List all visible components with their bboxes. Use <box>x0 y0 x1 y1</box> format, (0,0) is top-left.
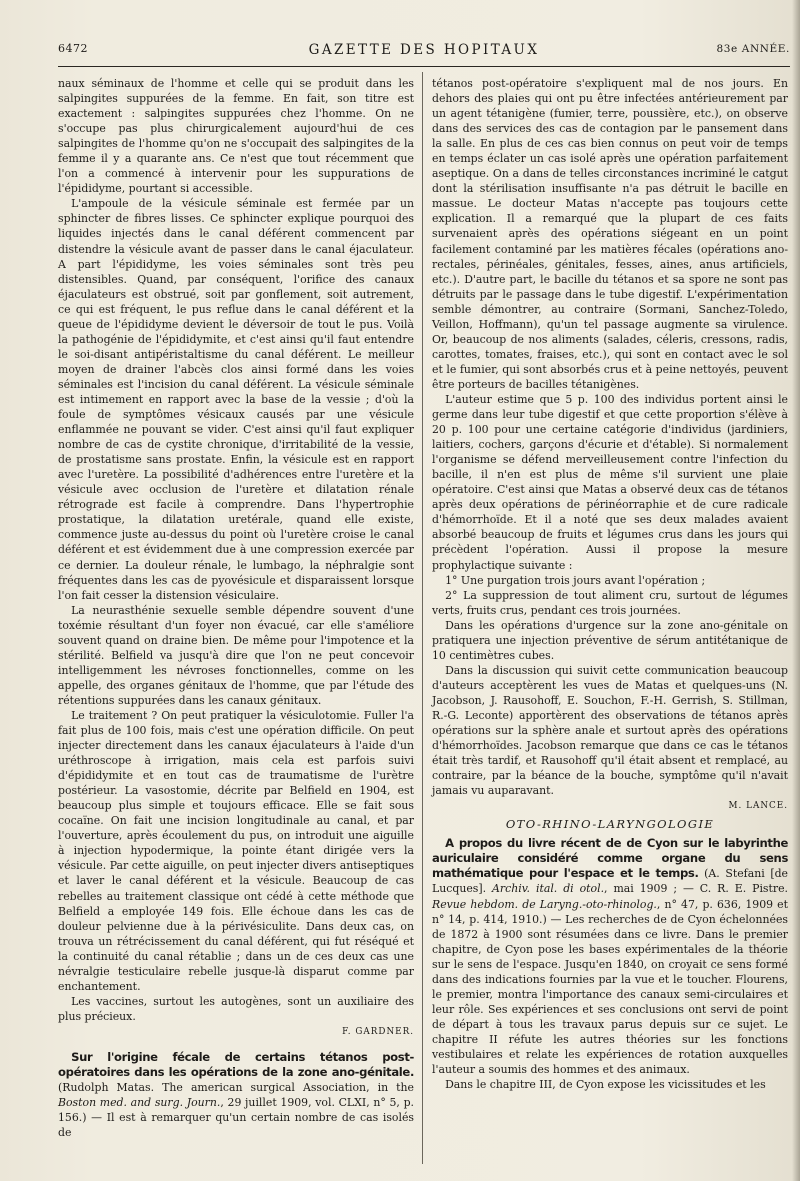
page-edge-shadow <box>792 0 800 1181</box>
paragraph: — Les recherches de de Cyon échelonnées de 1872 à 1900 sont résumées dans ce livre. Dans le premier chapitre, de Cyon pose les bases expérimentales de la théorie sur le sens de l'espace. Jusqu'en 1840, on croyait ce sens formé dans des indications fournies par la vue et le toucher. Flourens, le premier, montra l'importance des canaux semi-circulaires et leur rôle. Ses expériences et ses conclusions ont servi de point de départ à tous les travaux parus depuis sur ce sujet. Le chapitre II réfute les autres théories sur les fonctions vestibulaires et relate les expériences de rotation auxquelles l'auteur a soumis des hommes et des animaux. <box>432 912 788 1077</box>
left-column <box>58 76 414 1140</box>
paragraph: La neurasthénie sexuelle semble dépendre souvent d'une toxémie résultant d'un foyer non évacué, car elle s'améliore souvent quand on draine bien. De même pour l'impotence et la stérilité. Belfield va jusqu'à dire que l'on ne peut concevoir intelligemment les névroses fonctionnelles, comme on les appelle, des organes génitaux de l'homme, que par l'étude des rétentions suppurées dans les canaux génitaux. <box>58 603 414 707</box>
right-column <box>432 76 788 1092</box>
page-header <box>58 38 790 64</box>
author-signature: M. LANCE. <box>728 801 788 812</box>
paragraph: — Il est à remarquer qu'un certain nombre de cas isolés de <box>58 1111 414 1140</box>
article-abstract <box>58 1050 414 1140</box>
year-label: 83e ANNÉE. <box>716 43 790 55</box>
paragraph: L'ampoule de la vésicule séminale est fermée par un sphincter de fibres lisses. Ce sphincter explique pourquoi des liquides injectés dans le canal déférent commencent par distendre la vésicule avant de passer dans le canal éjaculateur. A part l'épididyme, les voies séminales sont très peu distensibles. Quand, par conséquent, l'orifice des canaux éjaculateurs est obstrué, soit par gonflement, soit autrement, ce qui est fréquent, le pus reflue dans le canal déférent et la queue de l'épididyme devient le déversoir de tout le pus. Voilà la pathogénie de l'épididymite, et c'est ainsi qu'il faut entendre le soi-disant antipéristaltisme du canal déférent. Le meilleur moyen de drainer l'abcès clos ainsi formé dans les voies séminales est l'incision du canal déférent. La vésicule séminale est intimement en rapport avec la base de la vessie ; d'où la foule de symptômes vésicaux causés par une vésicule enflammée ne pouvant se vider. C'est ainsi qu'il faut expliquer nombre de cas de cystite chronique, d'irritabilité de la vessie, de prostatisme sans prostate. Enfin, la vésicule est en rapport avec l'uretère. La possibilité d'adhérences entre l'uretère et la vésicule avec occlusion de l'uretère et dilatation rénale rétrograde est facile à comprendre. Dans l'hypertrophie prostatique, la dilatation uretérale, quand elle existe, commence juste au-dessus du point où l'uretère croise le canal déférent et est évidemment due à une compression exercée par ce dernier. La douleur rénale, le lumbago, la néphralgie sont fréquentes dans les cas de pyovésicule et disparaissent lorsque l'on fait cesser la distension vésiculaire. <box>58 197 414 602</box>
author-signature: F. GARDNER. <box>342 1026 414 1037</box>
article-title: Sur l'origine fécale de certains tétanos post-opératoires dans les opérations de la zone ano-génitale. <box>58 1050 414 1080</box>
journal-name: Archiv. ital. di otol. <box>492 882 605 896</box>
paragraph: L'auteur estime que 5 p. 100 des individus portent ainsi le germe dans leur tube digestif et que cette proportion s'élève à 20 p. 100 pour une certaine catégorie d'individus (jardiniers, laitiers, cochers, garçons d'écurie et d'étable). Si normalement l'organisme se défend merveilleusement contre l'infection du bacille, il n'en est plus de même s'il survient une plaie opératoire. C'est ainsi que Matas a observé deux cas de tétanos après deux opérations de périnéorraphie et de cure radicale d'hémorrhoïde. Et il a noté que ses deux malades avaient absorbé beaucoup de fruits et légumes crus dans les jours qui précèdent l'opération. Aussi il propose la mesure prophylactique suivante : <box>432 392 788 572</box>
article-reference: (A. Stefani [de Lucques]. <box>432 867 788 896</box>
paragraph: Dans les opérations d'urgence sur la zone ano-génitale on pratiquera une injection préventive de sérum antitétanique de 10 centimètres cubes. <box>432 618 788 662</box>
article-reference: (Rudolph Matas. <box>58 1081 155 1095</box>
page-number: 6472 <box>58 42 88 55</box>
article-title: A propos du livre récent de de Cyon sur le labyrinthe auriculaire considéré comme organe du sens mathématique pour l'espace et le temps. <box>432 836 788 881</box>
article-reference: , 29 juillet 1909, vol. CLXI, n° 5, p. 156.) <box>58 1096 414 1125</box>
article-reference: , mai 1909 ; — C. R. E. Pistre. <box>604 882 789 896</box>
article-reference: The american surgical Association, in the <box>162 1081 414 1095</box>
header-rule <box>58 66 790 67</box>
journal-title: GAZETTE DES HOPITAUX <box>308 42 540 58</box>
paragraph: Dans la discussion qui suivit cette communication beaucoup d'auteurs acceptèrent les vues de Matas et quelques-uns (N. Jacobson, J. Rausohoff, E. Souchon, F.-H. Gerrish, S. Stillman, R.-G. Leconte) apportèrent des observations de tétanos après opérations sur la sphère anale et surtout après des opérations d'hémorrhoïdes. Jacobson remarque que dans ce cas le tétanos était très tardif, et Rausohoff qu'il était absent et remplacé, au contraire, par la béance de la bouche, symptôme qu'il n'avait jamais vu auparavant. <box>432 663 788 798</box>
journal-name: Boston med. and surg. Journ. <box>58 1096 221 1110</box>
paragraph: tétanos post-opératoire s'expliquent mal de nos jours. En dehors des plaies qui ont pu être infectées antérieurement par un agent tétanigène (fumier, terre, poussière, etc.), on observe dans des services des cas de contagion par le pansement dans la salle. En plus de ces cas bien connus on peut voir de temps en temps éclater un cas isolé après une opération parfaitement aseptique. On a dans de telles circonstances incriminé le catgut dont la stérilisation insuffisante n'a pas détruit le bacille en massue. Le docteur Matas n'accepte pas toujours cette explication. Il a remarqué que la plupart de ces faits survenaient après des opérations siégeant en un point facilement contaminé par les matières fécales (opérations ano-rectales, périnéales, génitales, fesses, aines, anus artificiels, etc.). D'autre part, le bacille du tétanos et sa spore ne sont pas détruits par le passage dans le tube digestif. L'expérimentation semble démontrer, au contraire (Sormani, Sanchez-Toledo, Veillon, Hoffmann), qu'un tel passage augmente sa virulence. Or, beaucoup de nos aliments (salades, céleris, cressons, radis, carottes, tomates, fraises, etc.), qui sont en contact avec le sol et le fumier, qui sont absorbés crus et à peine nettoyés, peuvent être porteurs de bacilles tétanigènes. <box>432 77 788 391</box>
article-abstract <box>432 836 788 1077</box>
paragraph: Les vaccines, surtout les autogènes, sont un auxiliaire des plus précieux. <box>58 994 414 1023</box>
spacer <box>58 1042 414 1050</box>
article-reference: , n° 47, p. 636, 1909 et n° 14, p. 414, 1910.) <box>432 897 789 926</box>
list-item: 2° La suppression de tout aliment cru, surtout de légumes verts, fruits crus, pendant ces trois journées. <box>432 588 788 617</box>
paragraph: Dans le chapitre III, de Cyon expose les vicissitudes et les <box>445 1078 766 1092</box>
section-heading: OTO-RHINO-LARYNGOLOGIE <box>505 817 715 832</box>
paragraph: Le traitement ? On peut pratiquer la vésiculotomie. Fuller l'a fait plus de 100 fois, mais c'est une opération difficile. On peut injecter directement dans les canaux éjaculateurs à l'aide d'un uréthroscope à irrigation, mais cela est parfois suivi d'épididymite et en tout cas de traumatisme de l'urètre postérieur. La vasostomie, décrite par Belfield en 1904, est beaucoup plus simple et toujours efficace. Elle se fait sous cocaïne. On fait une incision longitudinale au canal, et par l'ouverture, après écoulement du pus, on introduit une aiguille à injection hypodermique, la pointe étant dirigée vers la vésicule. Par cette aiguille, on peut injecter divers antiseptiques et laver le canal déférent et la vésicule. Beaucoup de cas rebelles au traitement classique ont cédé à cette méthode que Belfield a employée 149 fois. Elle échoue dans les cas de douleur pelvienne due à la périvésiculite. Dans deux cas, on trouva un rétrécissement du canal déférent, qui fut réséqué et la continuité du canal rétablie ; dans un de ces deux cas une névralgie testiculaire rebelle jusque-là disparut comme par enchantement. <box>58 708 414 993</box>
list-item: 1° Une purgation trois jours avant l'opération ; <box>445 573 706 587</box>
journal-name: Revue hebdom. de Laryng.-oto-rhinolog. <box>432 897 657 911</box>
column-divider <box>422 72 423 1164</box>
paragraph: naux séminaux de l'homme et celle qui se produit dans les salpingites suppurées de la femme. En fait, son titre est exactement : salpingites suppurées chez l'homme. On ne s'occupe pas plus chirurgicalement aujourd'hui de ces salpingites de l'homme qu'on ne s'occupait des salpingites de la femme il y a quarante ans. Ce n'est que tout récemment que l'on a commencé à intervenir pour les suppurations de l'épididyme, pourtant si accessible. <box>58 77 414 196</box>
